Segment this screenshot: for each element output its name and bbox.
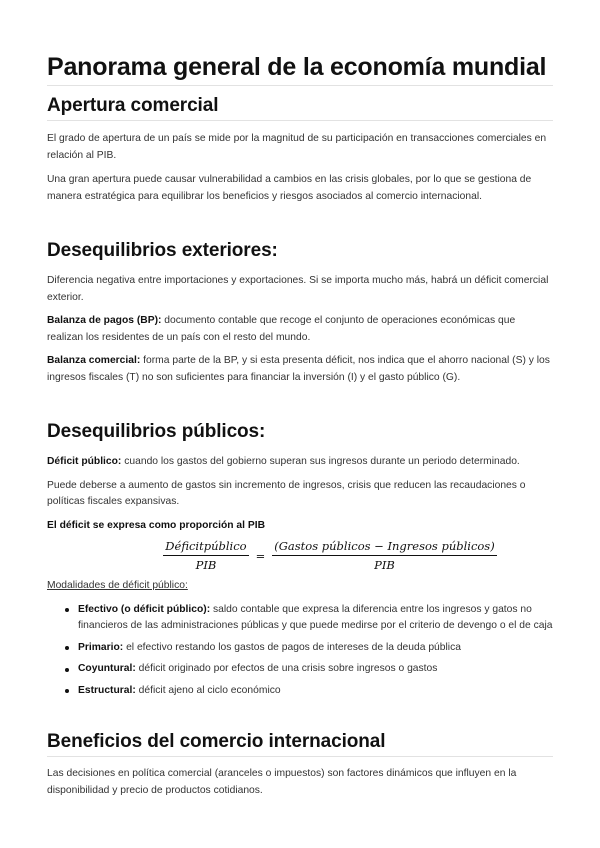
list-item-text: déficit ajeno al ciclo económico <box>135 684 281 696</box>
balanza-pagos-term: Balanza de pagos (BP): <box>47 315 162 326</box>
list-item <box>47 661 553 678</box>
formula-lhs-fraction <box>163 539 248 572</box>
formula-lhs-denominator: PIB <box>195 558 217 572</box>
section-heading-exteriores: Desequilibrios exteriores: <box>47 240 278 261</box>
formula-equals: = <box>255 548 266 563</box>
list-item <box>47 602 553 635</box>
deficit-publico-text: cuando los gastos del gobierno superan sus ingresos durante un periodo determinado. <box>121 456 520 467</box>
list-item <box>47 640 553 657</box>
deficit-formula <box>107 539 553 572</box>
modalidades-label: Modalidades de déficit público: <box>47 580 188 591</box>
formula-lhs-numerator: Déficitpúblico <box>163 539 248 556</box>
formula-rhs-fraction <box>272 539 496 572</box>
balanza-comercial-text: forma parte de la BP, y si esta presenta déficit, nos indica que el ahorro nacional (S) y los ingresos fiscales (T) no son suficientes para financiar la inversión (I) y el gasto público (G). <box>47 355 550 383</box>
page-title: Panorama general de la economía mundial <box>47 50 553 86</box>
formula-rhs-denominator: PIB <box>374 558 395 572</box>
modalidades-label-line <box>47 578 553 595</box>
expresa-line <box>47 518 553 535</box>
balanza-comercial-term: Balanza comercial: <box>47 355 141 366</box>
list-item-term: Efectivo (o déficit público): <box>78 603 211 615</box>
balanza-pagos-paragraph <box>47 313 553 346</box>
beneficios-paragraph-1: Las decisiones en política comercial (aranceles o impuestos) son factores dinámicos que influyen en la disponibilidad y precio de productos cotidianos. <box>47 768 517 796</box>
publicos-paragraph-2: Puede deberse a aumento de gastos sin incremento de ingresos, crisis que reducen las recaudaciones o políticas fiscales expansivas. <box>47 479 526 507</box>
document-content <box>47 50 553 799</box>
list-item-term: Estructural: <box>78 684 136 696</box>
section-heading-publicos: Desequilibrios públicos: <box>47 421 266 442</box>
formula-rhs-numerator: (Gastos públicos − Ingresos públicos) <box>272 539 496 556</box>
apertura-paragraph-1: El grado de apertura de un país se mide por la magnitud de su participación en transacciones comerciales en relación al PIB. <box>47 133 547 161</box>
list-item-text: déficit originado por efectos de una crisis sobre ingresos o gastos <box>135 663 438 674</box>
balanza-pagos-text: documento contable que recoge el conjunto de operaciones económicas que realizan los residentes de un país con el resto del mundo. <box>47 315 516 343</box>
exteriores-paragraph-1: Diferencia negativa entre importaciones y exportaciones. Si se importa mucho más, habrá un déficit comercial exterior. <box>47 275 549 303</box>
list-item-term: Coyuntural: <box>78 663 136 674</box>
list-item-term: Primario: <box>78 641 124 653</box>
list-item-text: saldo contable que expresa la diferencia entre los ingresos y gatos no financieros de las administraciones públicas y que puede medirse por el criterio de devengo o el de caja <box>78 603 553 631</box>
expresa-text: El déficit se expresa como proporción al PIB <box>47 519 266 531</box>
section-heading-beneficios: Beneficios del comercio internacional <box>47 729 553 757</box>
section-heading-apertura: Apertura comercial <box>47 93 553 121</box>
balanza-comercial-paragraph <box>47 353 553 386</box>
modalidades-list <box>47 602 553 700</box>
list-item <box>47 683 553 700</box>
list-item-text: el efectivo restando los gastos de pagos de intereses de la deuda pública <box>123 641 461 653</box>
apertura-paragraph-2: Una gran apertura puede causar vulnerabilidad a cambios en las crisis globales, por lo que se gestiona de manera estratégica para equilibrar los beneficios y riesgos asociados al comercio internacional. <box>47 174 532 202</box>
deficit-publico-term: Déficit público: <box>47 456 122 467</box>
deficit-publico-paragraph <box>47 454 553 471</box>
